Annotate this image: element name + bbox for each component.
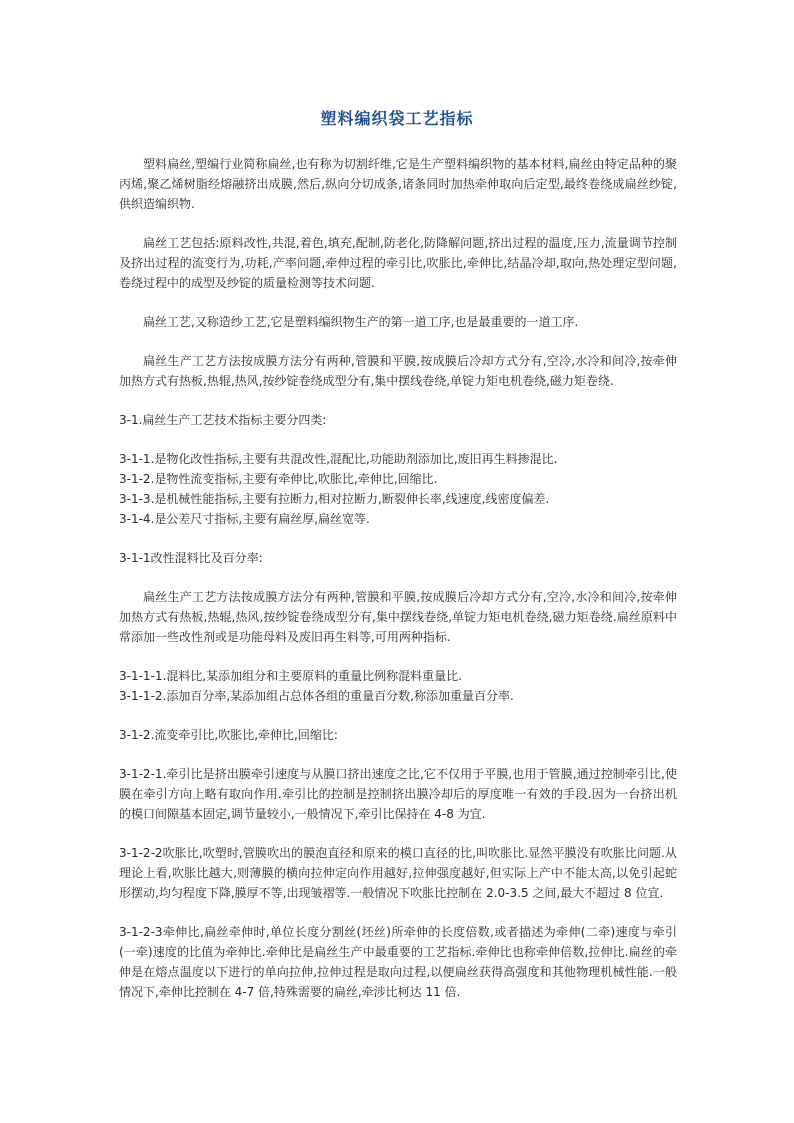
list-item-3-1-1: 3-1-1.是物化改性指标,主要有共混改性,混配比,功能助剂添加比,废旧再生料掺混比. (119, 452, 558, 466)
list-item-3-1-1-2: 3-1-1-2.添加百分率,某添加组占总体各组的重量百分数,称添加重量百分率. (119, 689, 514, 703)
heading-3-1-1: 3-1-1改性混料比及百分率: (119, 551, 263, 565)
paragraph-methods: 扁丝生产工艺方法按成膜方法分有两种,管膜和平膜,按成膜后冷却方式分有,空冷,水冷和间冷,按牵伸加热方式有热板,热辊,热风,按纱锭卷绕成型分有,集中摆线卷绕,单锭力矩电机卷绕,磁力矩卷绕. (119, 354, 677, 388)
document-body (119, 154, 677, 1002)
paragraph-intro: 塑料扁丝,塑编行业简称扁丝,也有称为切割纤维,它是生产塑料编织物的基本材料,扁丝由特定品种的聚丙烯,聚乙烯树脂经熔融挤出成膜,然后,纵向分切成条,诸条同时加热牵伸取向后定型,最终卷绕成扁丝纱锭,供织造编织物. (119, 157, 677, 211)
list-item-3-1-2: 3-1-2.是物性流变指标,主要有牵伸比,吹胀比,牵伸比,回缩比. (119, 472, 438, 486)
list-item-3-1-1-1: 3-1-1-1.混料比,某添加组分和主要原料的重量比例称混料重量比. (119, 669, 462, 683)
paragraph-blow-up-ratio: 3-1-2-2吹胀比,吹塑时,管膜吹出的膜泡直径和原来的模口直径的比,叫吹胀比.显然平膜没有吹胀比问题.从理论上看,吹胀比越大,则薄膜的横向拉伸定向作用越好,拉伸强度越好,但实际上产中不能太高,以免引起蛇形摆动,均匀程度下降,膜厚不等,出现皱褶等.一般情况下吹胀比控制在 2.0-3.5 之间,最大不超过 8 位宜. (119, 846, 677, 900)
paragraph-first-step: 扁丝工艺,又称造纱工艺,它是塑料编织物生产的第一道工序,也是最重要的一道工序. (143, 315, 579, 329)
heading-3-1: 3-1.扁丝生产工艺技术指标主要分四类: (119, 413, 327, 427)
document-title: 塑料编织袋工艺指标 (320, 109, 474, 128)
paragraph-stretch-ratio: 3-1-2-3牵伸比,扁丝牵伸时,单位长度分割丝(坯丝)所牵伸的长度倍数,或者描述为牵伸(二牵)速度与牵引(一牵)速度的比值为牵伸比.牵伸比是扁丝生产中最重要的工艺指标.牵伸比也称牵伸倍数,拉伸比.扁丝的牵伸是在熔点温度以下进行的单向拉伸,拉伸过程是取向过程,以便扁丝获得高强度和其他物理机械性能.一般情况下,牵伸比控制在 4-7 倍,特殊需要的扁丝,牵涉比柯达 11 倍. (119, 925, 677, 999)
paragraph-process-scope: 扁丝工艺包括:原料改性,共混,着色,填充,配制,防老化,防降解问题,挤出过程的温度,压力,流量调节控制及挤出过程的流变行为,功耗,产率问题,牵伸过程的牵引比,吹胀比,牵伸比,结晶冷却,取向,热处理定型问题,卷绕过程中的成型及纱锭的质量检测等技术问题. (119, 236, 677, 290)
list-item-3-1-4: 3-1-4.是公差尺寸指标,主要有扁丝厚,扁丝宽等. (119, 512, 370, 526)
paragraph-additives: 扁丝生产工艺方法按成膜方法分有两种,管膜和平膜,按成膜后冷却方式分有,空冷,水冷和间冷,按牵伸加热方式有热板,热辊,热风,按纱锭卷绕成型分有,集中摆线卷绕,单锭力矩电机卷绕,磁力矩卷绕.扁丝原料中常添加一些改性剂或是功能母料及废旧再生料等,可用两种指标. (119, 590, 677, 644)
heading-3-1-2: 3-1-2.流变牵引比,吹胀比,牵伸比,回缩比: (119, 728, 338, 742)
list-item-3-1-3: 3-1-3.是机械性能指标,主要有拉断力,相对拉断力,断裂伸长率,线速度,线密度偏差. (119, 492, 550, 506)
paragraph-draw-ratio: 3-1-2-1.牵引比是挤出膜牵引速度与从膜口挤出速度之比,它不仅用于平膜,也用于管膜,通过控制牵引比,使膜在牵引方向上略有取向作用.牵引比的控制是控制挤出膜冷却后的厚度唯一有效的手段.因为一台挤出机的模口间隙基本固定,调节量较小,一般情况下,牵引比保持在 4-8 为宜. (119, 767, 677, 821)
